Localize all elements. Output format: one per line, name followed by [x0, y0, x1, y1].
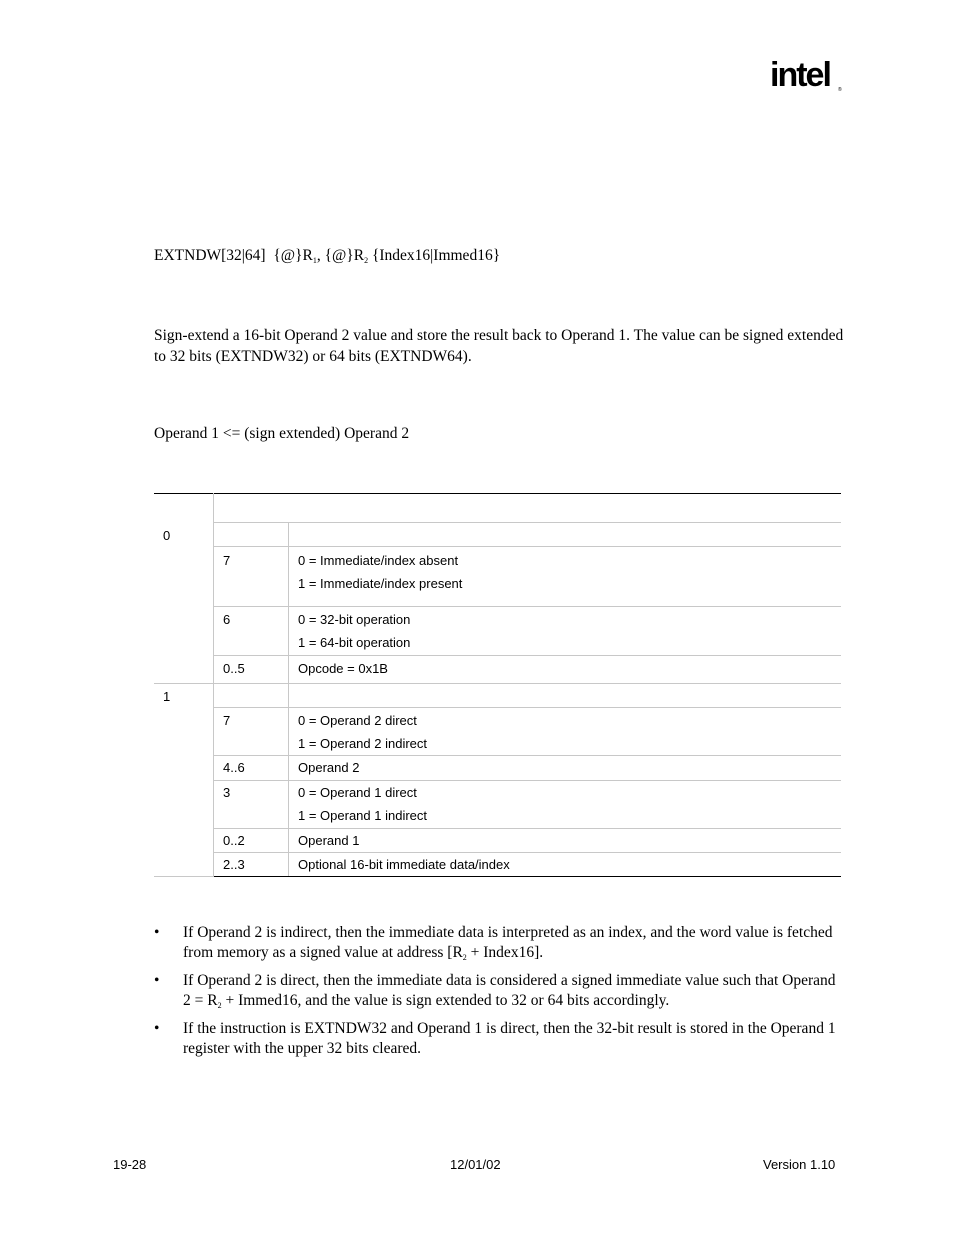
syntax-operand2-sub: 2	[364, 256, 369, 265]
syntax-mnemonic: EXTNDW[32|64]	[154, 247, 266, 264]
header-byte-cell	[154, 494, 214, 523]
table-row	[154, 756, 841, 781]
intel-logo-text: intel	[770, 56, 830, 94]
list-item	[154, 1019, 846, 1059]
desc-line: 1 = Operand 1 indirect	[298, 808, 427, 823]
desc-line: 0 = 32-bit operation	[298, 612, 411, 627]
bit-cell	[214, 684, 289, 708]
note-text: + Index16].	[466, 944, 544, 961]
syntax-separator: ,	[316, 247, 325, 264]
bullet: •	[154, 1020, 160, 1037]
desc-line: 0 = Operand 2 direct	[298, 713, 417, 728]
note-sub: 2	[217, 1001, 222, 1010]
operation-text: Operand 1 <= (sign extended) Operand 2	[154, 425, 410, 442]
footer-date: 12/01/02	[450, 1157, 501, 1172]
bit-cell	[214, 523, 289, 547]
bit-cell: 0..5	[214, 656, 289, 684]
syntax-operand1-sub: 1	[312, 256, 317, 265]
description-text: Sign-extend a 16-bit Operand 2 value and store the result back to Operand 1. The value can be signed extended to 32 bits (EXTNDW32) or 64 bits (EXTNDW64).	[154, 327, 844, 365]
desc-cell	[289, 684, 842, 708]
byte-cell: 1	[154, 684, 214, 877]
table-row	[154, 607, 841, 656]
registered-mark: ®	[838, 87, 842, 93]
notes-list	[154, 923, 846, 1062]
instruction-syntax	[154, 247, 500, 265]
desc-cell	[289, 781, 842, 829]
desc-line: 1 = 64-bit operation	[298, 635, 411, 650]
note-text: If Operand 2 is indirect, then the immediate data is interpreted as an index, and the word value is fetched from memory as a signed value at address [R	[183, 924, 833, 961]
intel-logo	[770, 56, 846, 104]
byte-cell: 2..3	[214, 853, 289, 877]
table-row	[154, 547, 841, 607]
syntax-operand2: {@}R	[324, 247, 365, 264]
encoding-table	[154, 493, 841, 877]
table-row	[154, 853, 841, 877]
bit-cell: 4..6	[214, 756, 289, 781]
table-row	[154, 781, 841, 829]
bullet: •	[154, 972, 160, 989]
table-header-row	[154, 494, 841, 523]
note-text: If Operand 2 is direct, then the immediate data is considered a signed immediate value such that Operand 2 = R	[183, 972, 836, 1009]
desc-cell: Opcode = 0x1B	[289, 656, 842, 684]
note-text: If the instruction is EXTNDW32 and Operand 1 is direct, then the 32-bit result is stored in the Operand 1 register with the upper 32 bits cleared.	[183, 1020, 836, 1057]
table-row	[154, 684, 841, 708]
list-item	[154, 923, 846, 968]
desc-line: 1 = Operand 2 indirect	[298, 736, 427, 751]
syntax-suffix: {Index16|Immed16}	[371, 247, 501, 264]
bit-cell: 7	[214, 708, 289, 756]
table-row	[154, 656, 841, 684]
list-item	[154, 971, 846, 1016]
table-row	[154, 829, 841, 853]
desc-cell	[289, 547, 842, 607]
desc-cell: Operand 1	[289, 829, 842, 853]
header-desc-cell	[214, 494, 842, 523]
bullet: •	[154, 924, 160, 941]
bit-cell: 7	[214, 547, 289, 607]
footer-page-number: 19-28	[113, 1157, 147, 1172]
footer-version: Version 1.10	[763, 1157, 836, 1172]
desc-line: 1 = Immediate/index present	[298, 576, 463, 591]
syntax-operand1: {@}R	[273, 247, 313, 264]
table-row	[154, 708, 841, 756]
byte-cell: 0	[154, 523, 214, 684]
bit-cell: 0..2	[214, 829, 289, 853]
desc-cell: Optional 16-bit immediate data/index	[289, 853, 842, 877]
desc-cell	[289, 607, 842, 656]
bit-cell: 6	[214, 607, 289, 656]
bit-cell: 3	[214, 781, 289, 829]
desc-line: 0 = Operand 1 direct	[298, 785, 417, 800]
desc-line: 0 = Immediate/index absent	[298, 553, 459, 568]
desc-cell	[289, 523, 842, 547]
note-sub: 2	[462, 953, 467, 962]
desc-cell	[289, 708, 842, 756]
table-row	[154, 523, 841, 547]
desc-cell: Operand 2	[289, 756, 842, 781]
note-text: + Immed16, and the value is sign extended to 32 or 64 bits accordingly.	[221, 992, 670, 1009]
